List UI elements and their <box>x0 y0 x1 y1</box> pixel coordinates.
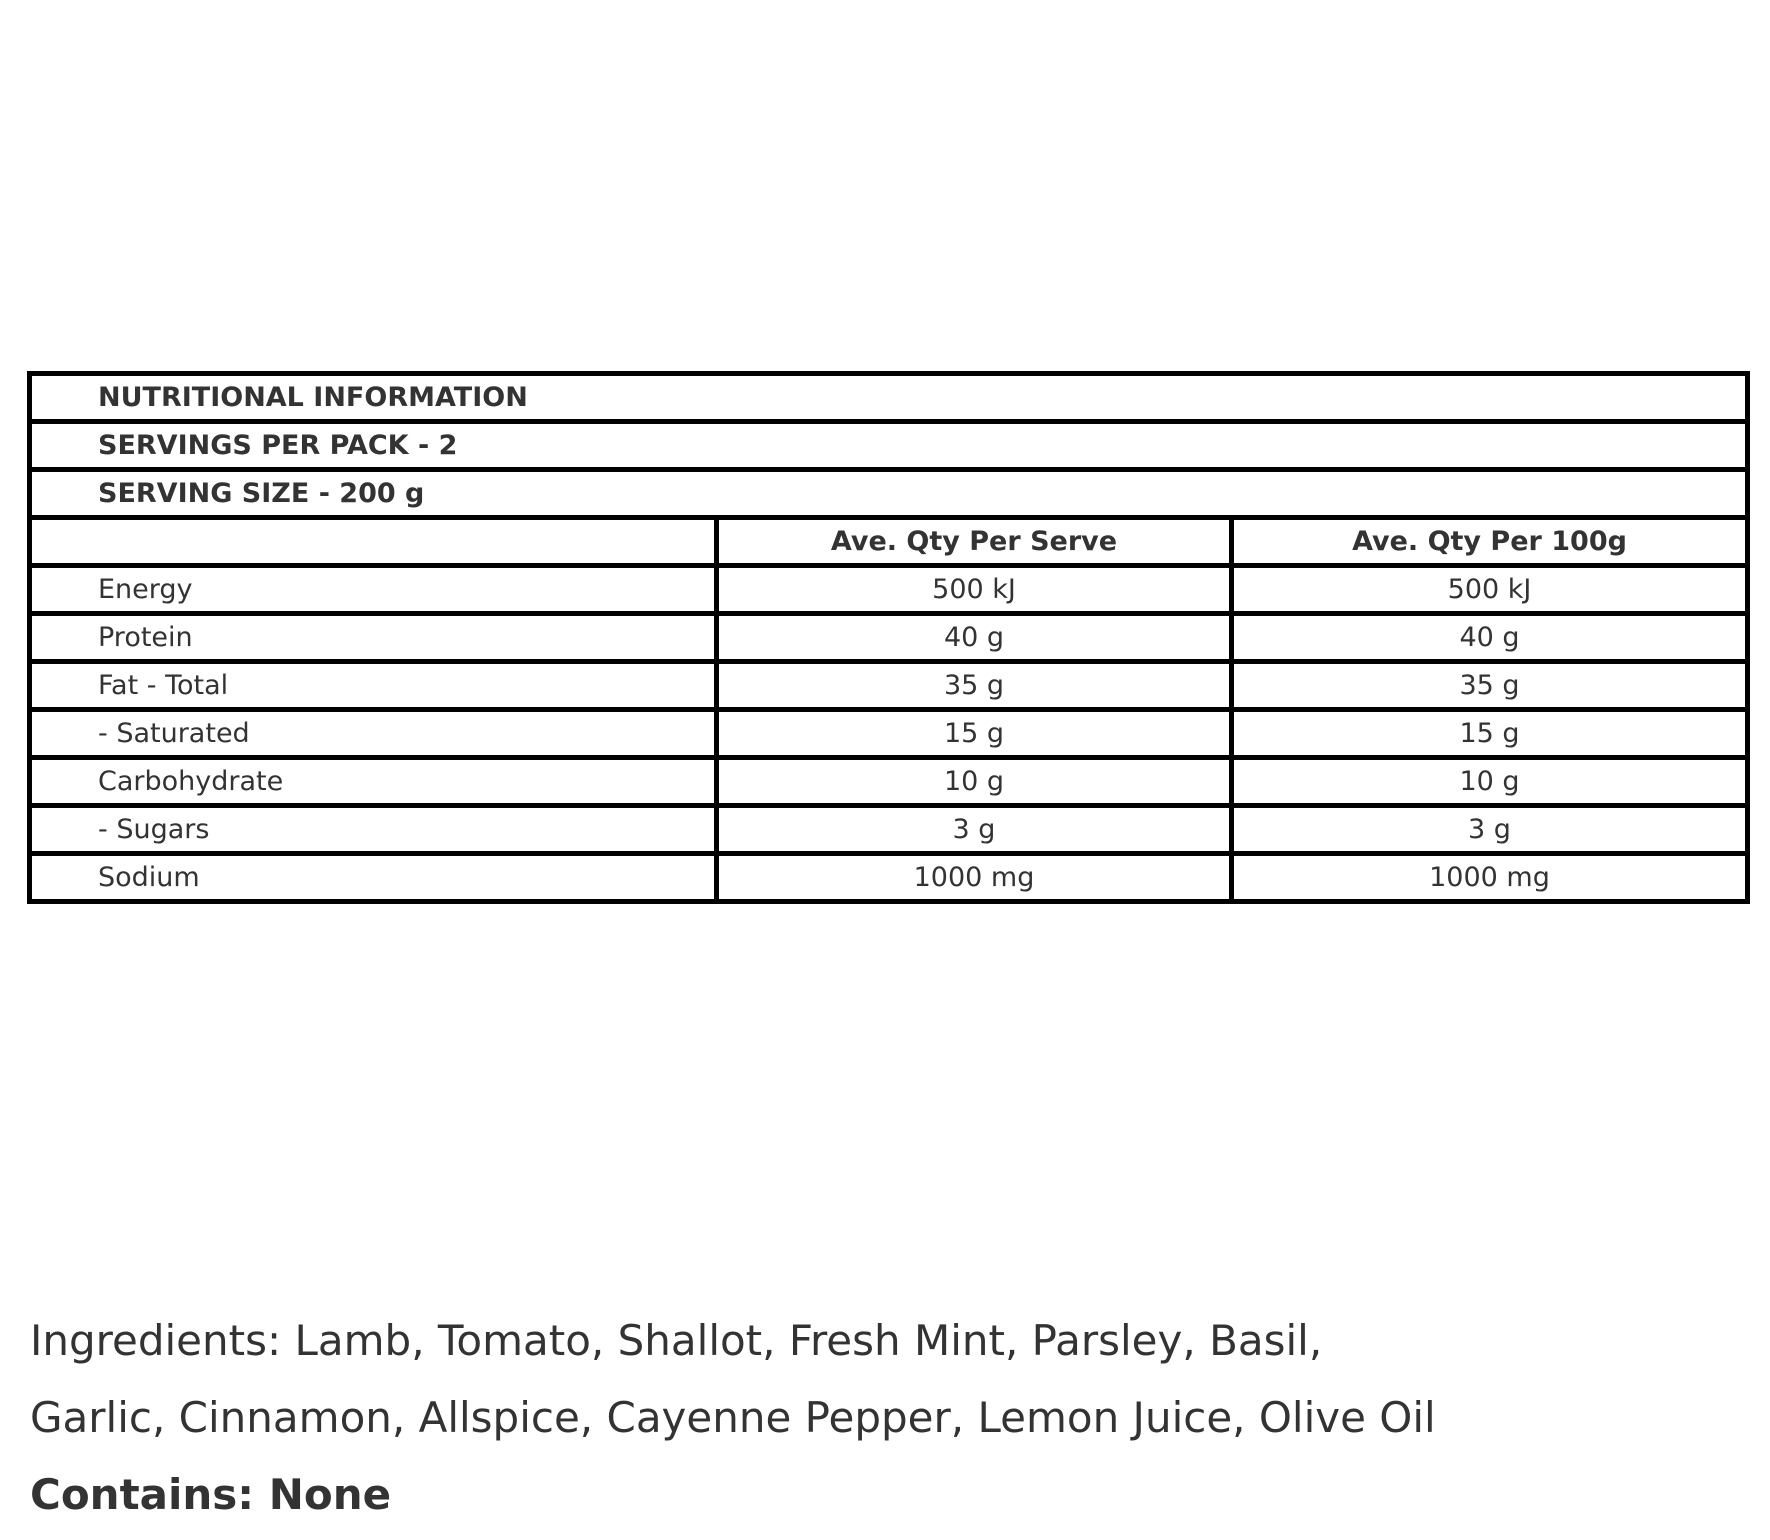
per-serve-value: 1000 mg <box>717 854 1232 902</box>
nutrient-label: Carbohydrate <box>30 758 717 806</box>
servings-per-pack: SERVINGS PER PACK - 2 <box>30 422 1748 470</box>
per-serve-value: 40 g <box>717 614 1232 662</box>
per-100g-value: 10 g <box>1232 758 1748 806</box>
table-row <box>30 662 1748 710</box>
nutrient-label: Sodium <box>30 854 717 902</box>
column-header-blank <box>30 518 717 566</box>
nutrient-label: - Saturated <box>30 710 717 758</box>
table-row <box>30 566 1748 614</box>
allergen-contains: Contains: None <box>30 1470 392 1519</box>
table-row <box>30 806 1748 854</box>
per-serve-value: 10 g <box>717 758 1232 806</box>
nutrition-table <box>27 371 1750 904</box>
column-header-row <box>30 518 1748 566</box>
nutrient-label: Fat - Total <box>30 662 717 710</box>
per-100g-value: 500 kJ <box>1232 566 1748 614</box>
table-row <box>30 854 1748 902</box>
table-row <box>30 710 1748 758</box>
title-row <box>30 374 1748 422</box>
table-row <box>30 614 1748 662</box>
nutrient-label: Protein <box>30 614 717 662</box>
table-row <box>30 758 1748 806</box>
per-serve-value: 3 g <box>717 806 1232 854</box>
per-serve-value: 15 g <box>717 710 1232 758</box>
serving-size: SERVING SIZE - 200 g <box>30 470 1748 518</box>
ingredients-text <box>30 1302 1750 1456</box>
servings-row <box>30 422 1748 470</box>
nutrition-title: NUTRITIONAL INFORMATION <box>30 374 1748 422</box>
per-100g-value: 40 g <box>1232 614 1748 662</box>
nutrient-label: - Sugars <box>30 806 717 854</box>
nutrient-label: Energy <box>30 566 717 614</box>
per-serve-value: 500 kJ <box>717 566 1232 614</box>
serving-size-row <box>30 470 1748 518</box>
per-100g-value: 1000 mg <box>1232 854 1748 902</box>
per-100g-value: 3 g <box>1232 806 1748 854</box>
ingredients-line-2: Garlic, Cinnamon, Allspice, Cayenne Pepper, Lemon Juice, Olive Oil <box>30 1393 1436 1442</box>
per-100g-value: 15 g <box>1232 710 1748 758</box>
column-header-per-100g: Ave. Qty Per 100g <box>1232 518 1748 566</box>
ingredients-line-1: Ingredients: Lamb, Tomato, Shallot, Fresh Mint, Parsley, Basil, <box>30 1316 1323 1365</box>
per-100g-value: 35 g <box>1232 662 1748 710</box>
column-header-per-serve: Ave. Qty Per Serve <box>717 518 1232 566</box>
per-serve-value: 35 g <box>717 662 1232 710</box>
